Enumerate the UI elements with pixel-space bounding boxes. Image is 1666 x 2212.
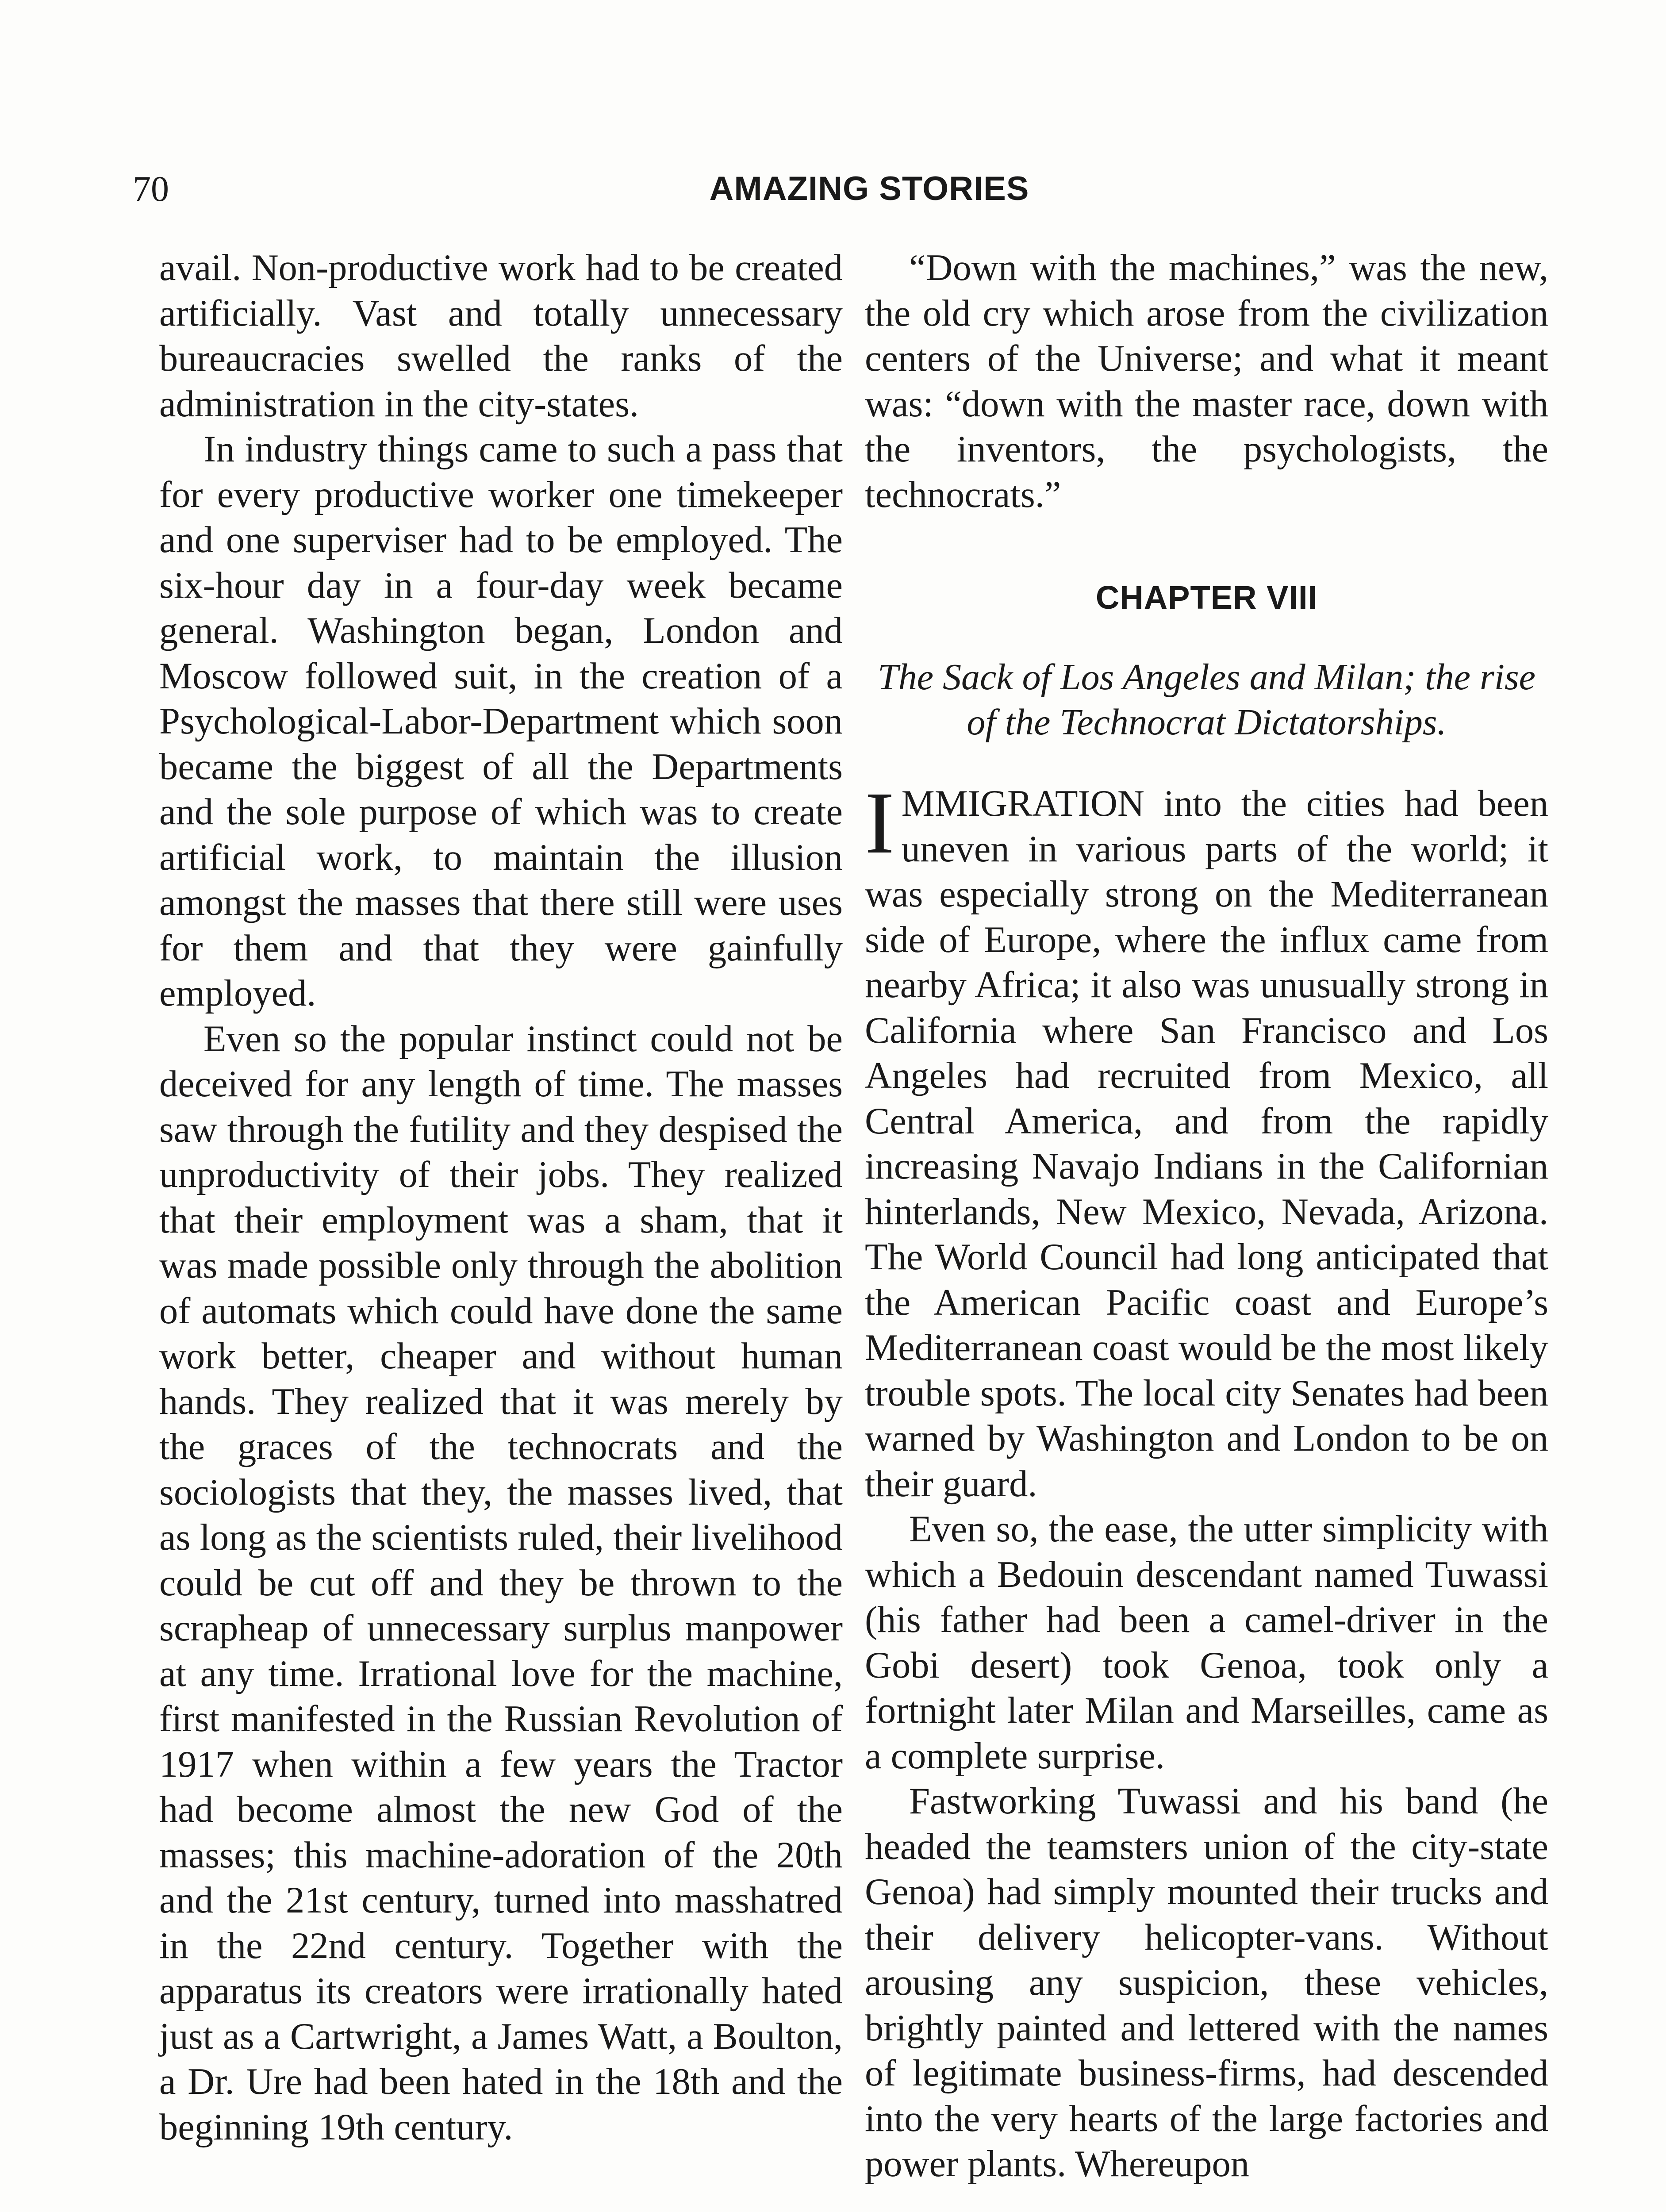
- body-paragraph: “Down with the machines,” was the new, the old cry which arose from the civilization centers of the Universe; and what it meant was: “down with the master race, down with the inventors, the psychologists, the technocrats.”: [865, 247, 1548, 515]
- body-paragraph: Fastworking Tuwassi and his band (he headed the teamsters union of the city-state Genoa) had simply mounted their trucks and their delivery helicopter-vans. Without arousing any suspicion, these vehicles, brightly painted and lettered with the names of legitimate business-firms, had descended into the very hearts of the large factories and power plants. Whereupon: [865, 1781, 1548, 2185]
- chapter-first-paragraph: [865, 774, 1548, 1507]
- chapter-heading: CHAPTER VIII: [1095, 579, 1318, 616]
- magazine-title: AMAZING STORIES: [709, 170, 1029, 207]
- body-paragraph: Even so the popular instinct could not be deceived for any length of time. The masses saw through the futility and they despised the unproductivity of their jobs. They realized that their employment was a sham, that it was made possible only through the abolition of automats which could have done the same work better, cheaper and without human hands. They realized that it was merely by the graces of the technocrats and the sociologists that they, the masses lived, that as long as the scientists ruled, their livelihood could be cut off and they be thrown to the scrapheap of unnecessary surplus manpower at any time. Irrational love for the machine, first manifested in the Russian Revolution of 1917 when within a few years the Tractor had become almost the new God of the masses; this machine-adoration of the 20th and the 21st century, turned into masshatred in the 22nd century. Together with the apparatus its creators were irrationally hated just as a Cartwright, a James Watt, a Boulton, a Dr. Ure had been hated in the 18th and the beginning 19th century.: [159, 1018, 843, 2148]
- page-number: 70: [133, 169, 169, 209]
- body-paragraph: Even so, the ease, the utter simplicity with which a Bedouin descendant named Tuwassi (his father had been a camel-driver in the Gobi desert) took Genoa, took only a fortnight later Milan and Marseilles, came as a complete surprise.: [865, 1509, 1548, 1777]
- body-paragraph: In industry things came to such a pass that for every productive worker one timekeeper and one superviser had to be employed. The six-hour day in a four-day week became general. Washington began, London and Moscow followed suit, in the creation of a Psychological-Labor-Department which soon became the biggest of all the Departments and the sole purpose of which was to create artificial work, to maintain the illusion amongst the masses that there still were uses for them and that they were gainfully employed.: [159, 429, 843, 1014]
- left-column: [159, 246, 843, 2150]
- first-paragraph-text: MMIGRATION into the cities had been uneven in various parts of the world; it was especially strong on the Mediterranean side of Europe, where the influx came from nearby Africa; it also was unusually strong in California where San Francisco and Los Angeles had recruited from Mexico, all Central America, and from the rapidly increasing Navajo Indians in the Californian hinterlands, New Mexico, Nevada, Arizona. The World Council had long anticipated that the American Pacific coast and Europe’s Mediterranean coast would be the most likely trouble spots. The local city Senates had been warned by Washington and London to be on their guard.: [865, 783, 1548, 1505]
- running-head: [133, 165, 1526, 213]
- chapter-subtitle: The Sack of Los Angeles and Milan; the rise of the Technocrat Dictatorships.: [878, 657, 1535, 743]
- drop-cap: I: [865, 774, 894, 872]
- right-column: [865, 246, 1548, 2187]
- body-paragraph: avail. Non-productive work had to be created artificially. Vast and totally unnecessary bureaucracies swelled the ranks of the administration in the city-states.: [159, 247, 843, 425]
